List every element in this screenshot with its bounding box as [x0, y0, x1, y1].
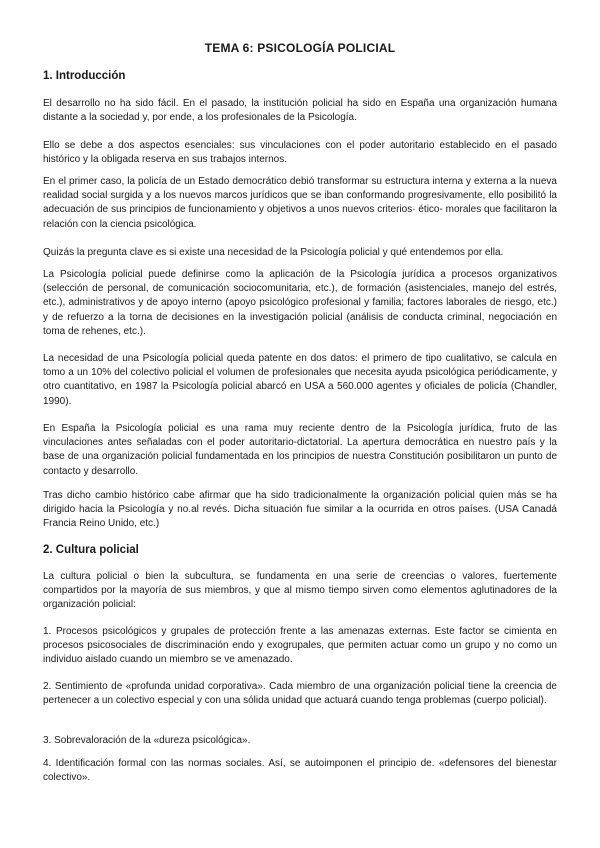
list-item: 2. Sentimiento de «profunda unidad corporativa». Cada miembro de una organización policial tiene la creencia de pertenecer a un colectivo especial y con una sólida unidad que actuará cuando tenga problemas (cuerpo policial).	[43, 681, 557, 707]
list-item: 3. Sobrevaloración de la «dureza psicológica».	[43, 735, 251, 746]
list-item: 4. Identificación formal con las normas sociales. Así, se autoimponen el principio de. «defensores del bienestar colectivo».	[43, 758, 557, 784]
paragraph: La necesidad de una Psicología policial queda patente en dos datos: el primero de tipo cualitativo, se calcula en tomo a un 10% del colectivo policial el volumen de profesionales que necesita ayuda psicológica periódicamente, y otro cuantitativo, en 1987 la Psicología policial abarcó en USA a 560.000 agentes y oficiales de policía (Chandler, 1990).	[43, 353, 557, 407]
paragraph: La cultura policial o bien la subcultura, se fundamenta en una serie de creencias o valores, fuertemente compartidos por la mayoría de sus miembros, y que al mismo tiempo sirven como elementos aglutinadores de la organización policial:	[43, 571, 557, 611]
document-title: TEMA 6: PSICOLOGÍA POLICIAL	[204, 41, 396, 55]
paragraph: La Psicología policial puede definirse como la aplicación de la Psicología jurídica a procesos organizativos (selección de personal, de comunicación sociocomunitaria, etc.), de formación (asistenciales, manejo del estrés, etc.), administrativos y de apoyo interno (apoyo psicológico profesional y familia; factores laborales de riesgo, etc.) y de refuerzo a la torna de decisiones en la investigación policial (análisis de conducta criminal, negociación en toma de rehenes, etc.).	[43, 269, 557, 337]
list-item: 1. Procesos psicológicos y grupales de protección frente a las amenazas externas. Este factor se cimienta en procesos psicosociales de discriminación endo y exogrupales, que permiten actuar como un grupo y no como un individuo aislado cuando un miembro se ve amenazado.	[43, 626, 557, 666]
section-heading-introduccion: 1. Introducción	[43, 70, 126, 82]
paragraph: Tras dicho cambio histórico cabe afirmar que ha sido tradicionalmente la organización policial quien más se ha dirigido hacia la Psicología y no.al revés. Dicha situación fue similar a la ocurrida en otros países. (USA Canadá Francia Reino Unido, etc.)	[43, 490, 557, 530]
paragraph: Ello se debe a dos aspectos esenciales: sus vinculaciones con el poder autoritario establecido en el pasado histórico y la obligada reserva en sus trabajos internos.	[43, 140, 557, 166]
paragraph: En el primer caso, la policía de un Estado democrático debió transformar su estructura interna y externa a la nueva realidad social surgida y a los nuevos marcos jurídicos que se iban conformando progresivamente, ello posibilitó la adecuación de sus principios de funcionamiento y objetivos a unos nuevos criterios· ético- morales que facilitaron la relación con la ciencia psicológica.	[43, 176, 557, 230]
paragraph: En España la Psicología policial es una rama muy reciente dentro de la Psicología jurídica, fruto de las vinculaciones antes señaladas con el poder autoritario-dictatorial. La apertura democrática en nuestro país y la base de una organización policial fundamentada en los principios de nuestra Constitución posibilitaron un punto de contacto y desarrollo.	[43, 423, 557, 477]
section-heading-cultura-policial: 2. Cultura policial	[43, 544, 139, 556]
paragraph: Quizás la pregunta clave es si existe una necesidad de la Psicología policial y qué entendemos por ella.	[43, 247, 504, 258]
paragraph: El desarrollo no ha sido fácil. En el pasado, la institución policial ha sido en España una organización humana distante a la sociedad y, por ende, a los profesionales de la Psicología.	[43, 98, 557, 124]
